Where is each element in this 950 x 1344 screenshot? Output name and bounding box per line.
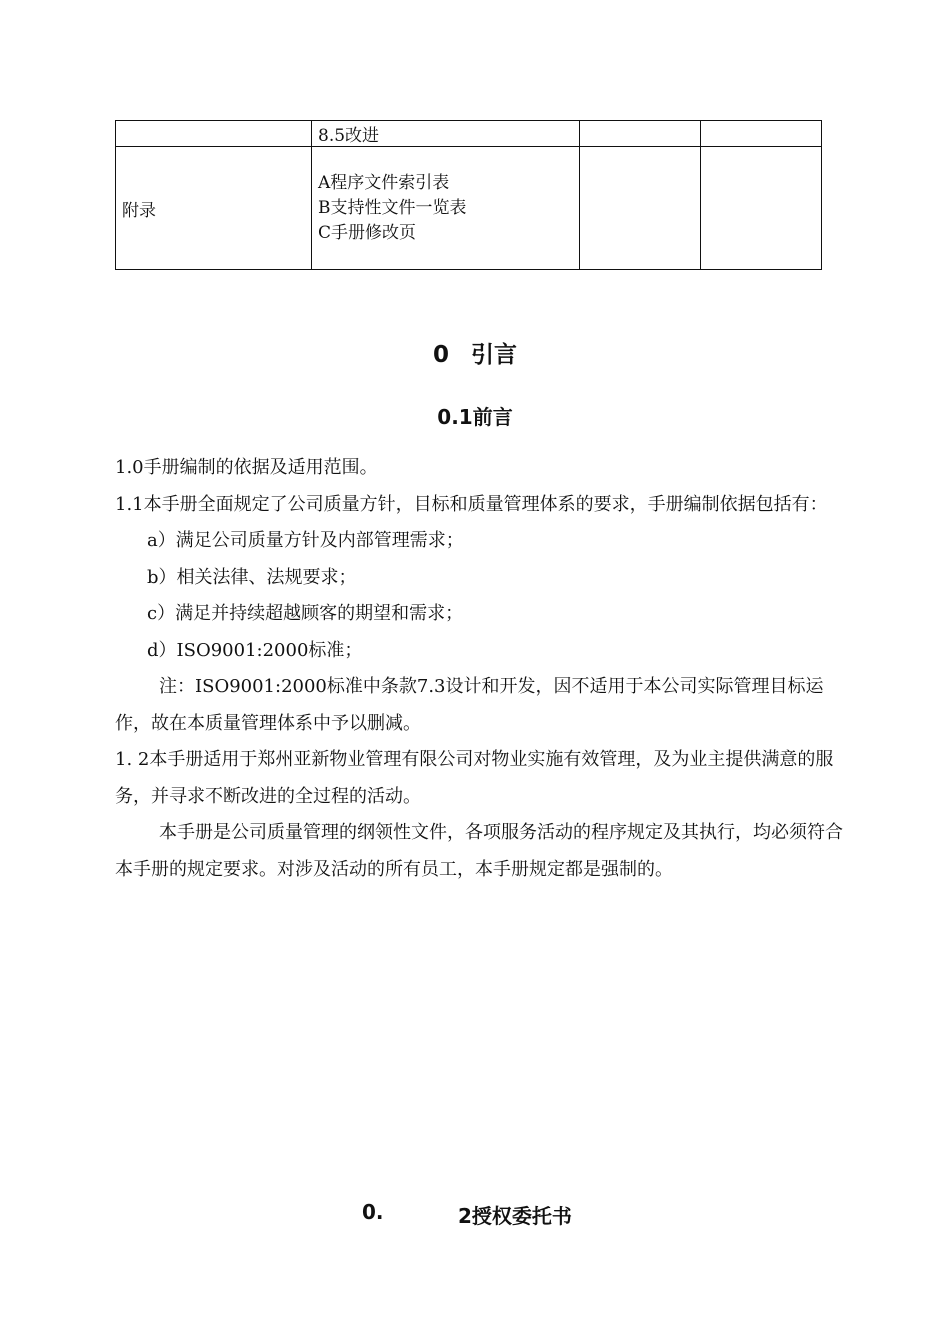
table-cell-appendix: 附录 — [116, 147, 312, 270]
section-title: 2授权委托书 — [458, 1204, 572, 1228]
table-cell — [580, 147, 701, 270]
section-number: 0 — [432, 342, 449, 368]
section-title: 引言 — [471, 342, 517, 368]
paragraph: 1.1本手册全面规定了公司质量方针，目标和质量管理体系的要求，手册编制依据包括有： — [115, 493, 828, 515]
paragraph: 1.0手册编制的依据及适用范围。 — [115, 457, 378, 478]
paragraph: 1. 2本手册适用于郑州亚新物业管理有限公司对物业实施有效管理，及为业主提供满意的服务，并寻求不断改进的全过程的活动。 — [115, 749, 834, 807]
table-cell — [701, 147, 822, 270]
list-item: a）满足公司质量方针及内部管理需求； — [147, 530, 464, 551]
table-row — [116, 121, 822, 147]
list-item: d）ISO9001:2000标准； — [147, 639, 363, 661]
foreword-body — [115, 450, 855, 888]
paragraph: 本手册是公司质量管理的纲领性文件，各项服务活动的程序规定及其执行，均必须符合本手册的规定要求。对涉及活动的所有员工，本手册规定都是强制的。 — [115, 822, 843, 880]
contents-table — [115, 120, 822, 270]
table-cell — [701, 121, 822, 147]
table-cell-appendix-items — [312, 147, 580, 270]
appendix-item: B支持性文件一览表 — [318, 197, 467, 218]
list-item: c）满足并持续超越顾客的期望和需求； — [147, 603, 464, 624]
section-heading-introduction — [0, 336, 950, 369]
table-row — [116, 147, 822, 270]
note-paragraph: 注：ISO9001:2000标准中条款7.3设计和开发，因不适用于本公司实际管理目标运作，故在本质量管理体系中予以删减。 — [115, 676, 824, 734]
table-cell: 8.5改进 — [312, 121, 580, 147]
table-cell — [116, 121, 312, 147]
section-number: 0. — [362, 1200, 384, 1224]
subsection-heading-foreword: 0.1前言 — [437, 405, 513, 429]
appendix-item: A程序文件索引表 — [318, 172, 450, 193]
appendix-item: C手册修改页 — [318, 222, 417, 243]
list-item: b）相关法律、法规要求； — [147, 566, 357, 588]
table-cell — [580, 121, 701, 147]
